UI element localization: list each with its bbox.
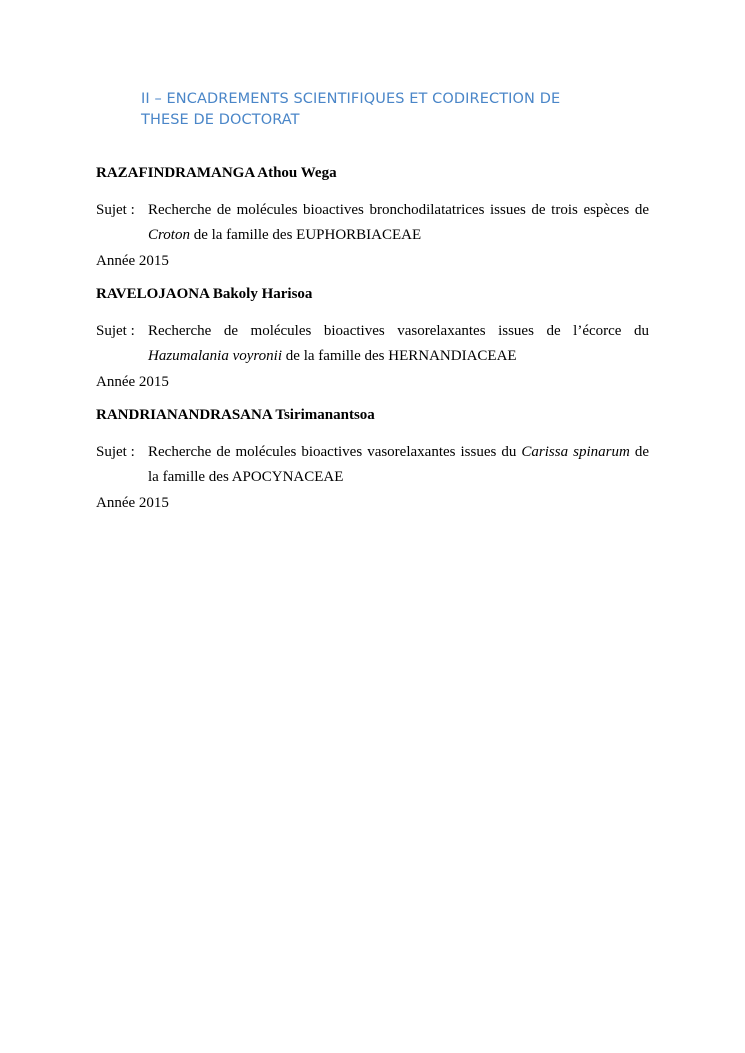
student-name: RAZAFINDRAMANGA Athou Wega (96, 165, 337, 181)
subject-text-part: de la famille des EUPHORBIACEAE (189, 227, 422, 243)
year-text: Année 2015 (96, 253, 169, 269)
section-heading-line-1: II – ENCADREMENTS SCIENTIFIQUES ET CODIRECTION DE (141, 91, 561, 107)
subject-text (148, 198, 649, 248)
subject-block (96, 198, 649, 248)
species-name: Croton (148, 227, 190, 243)
supervision-entry (96, 284, 649, 396)
species-name: Carissa spinarum (521, 444, 630, 460)
student-name: RAVELOJAONA Bakoly Harisoa (96, 286, 313, 302)
subject-text-part: de la famille des APOCYNACEAE (148, 444, 649, 485)
subject-label: Sujet : (96, 444, 135, 460)
year-text: Année 2015 (96, 374, 169, 390)
subject-block (96, 319, 649, 369)
year-text: Année 2015 (96, 495, 169, 511)
subject-text (148, 319, 649, 369)
supervision-entry (96, 405, 649, 517)
supervision-entry (96, 163, 649, 275)
section-heading (141, 89, 641, 131)
subject-text (148, 440, 649, 490)
subject-text-part: Recherche de molécules bioactives bronchodilatatrices issues de trois espèces de (148, 202, 649, 218)
subject-text-part: Recherche de molécules bioactives vasorelaxantes issues de l’écorce du (148, 323, 649, 339)
subject-label: Sujet : (96, 202, 135, 218)
student-name: RANDRIANANDRASANA Tsirimanantsoa (96, 407, 375, 423)
subject-text-part: Recherche de molécules bioactives vasorelaxantes issues du (148, 444, 522, 460)
subject-label: Sujet : (96, 323, 135, 339)
species-name: Hazumalania voyronii (148, 348, 283, 364)
subject-text-part: de la famille des HERNANDIACEAE (282, 348, 517, 364)
subject-block (96, 440, 649, 490)
section-heading-line-2: THESE DE DOCTORAT (141, 112, 300, 128)
